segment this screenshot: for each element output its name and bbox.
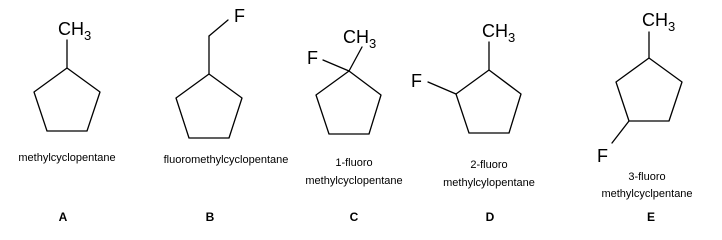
fluorine-label: F <box>307 48 318 68</box>
fluorine-bond <box>323 60 349 71</box>
structure-a <box>18 19 115 224</box>
compound-name-line-1: 3-fluoro <box>628 171 666 183</box>
fluorine-label: F <box>234 6 245 26</box>
compound-name-line-2: methylcyclpentane <box>601 188 693 200</box>
cyclopentane-ring <box>316 71 381 134</box>
structure-c <box>305 27 402 224</box>
cyclopentane-ring <box>616 58 682 121</box>
methyl-bond <box>349 47 362 71</box>
fluorine-bond <box>612 121 629 143</box>
compound-name: fluoromethylcyclopentane <box>163 154 289 166</box>
fluorine-bond <box>428 82 456 94</box>
cyclopentane-ring <box>456 70 521 133</box>
structure-b <box>164 6 289 224</box>
compound-name: methylcyclopentane <box>18 152 116 164</box>
fluorine-label: F <box>411 71 422 91</box>
structure-e <box>597 10 693 224</box>
cyclopentane-ring <box>34 68 100 131</box>
structure-letter: C <box>349 210 359 224</box>
methyl-label: $CH_3$ <box>58 19 92 43</box>
methyl-label: $CH_3$ <box>482 21 516 45</box>
methyl-label: $CH_3$ <box>642 10 676 34</box>
structure-letter: E <box>646 210 656 224</box>
fluorine-bond <box>209 20 228 36</box>
methyl-label: $CH_3$ <box>343 27 377 51</box>
compound-name-line-1: 1-fluoro <box>335 157 373 169</box>
structure-letter: B <box>205 210 215 224</box>
fluorine-label: F <box>597 146 608 166</box>
compound-name-line-1: 2-fluoro <box>470 159 508 171</box>
compound-name-line-2: methylcyclopentane <box>305 175 403 187</box>
structure-letter: A <box>58 210 68 224</box>
compound-name-line-2: methylcylopentane <box>443 177 535 189</box>
structure-d <box>411 21 535 224</box>
structure-letter: D <box>485 210 495 224</box>
cyclopentane-ring <box>176 74 242 138</box>
